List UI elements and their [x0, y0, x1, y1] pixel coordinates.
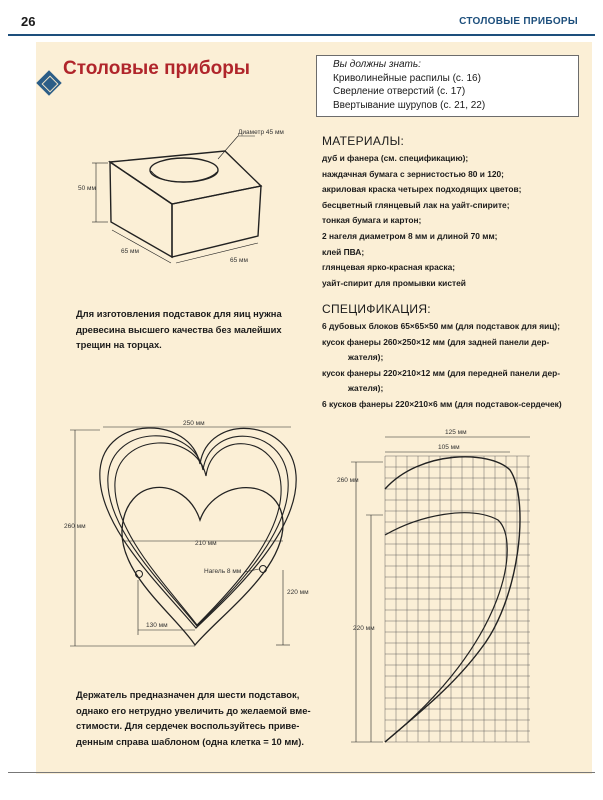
material-item: акриловая краска четырех подходящих цветов; — [322, 184, 522, 195]
template-height-outer-label: 260 мм — [337, 477, 359, 484]
material-item: наждачная бумага с зернистостью 80 и 120; — [322, 168, 504, 179]
block-diameter-label: Диаметр 45 мм — [238, 129, 284, 136]
prerequisites-title: Вы должны знать: — [333, 59, 421, 70]
material-item: уайт-спирит для промывки кистей — [322, 277, 466, 288]
holder-caption-line: стимости. Для сердечек воспользуйтесь приве- — [76, 720, 300, 731]
egg-cup-block-drawing — [92, 136, 261, 263]
spec-line: кусок фанеры 220×210×12 мм (для передней панели дер- — [322, 367, 561, 378]
block-caption-line: древесина высшего качества без малейших — [76, 323, 282, 335]
footer-rule — [8, 772, 595, 773]
template-grid — [385, 456, 530, 742]
material-item: клей ПВА; — [322, 246, 365, 257]
block-caption-line: трещин на торцах. — [76, 339, 162, 350]
holder-caption-line: Держатель предназначен для шести подставок, — [76, 689, 300, 700]
heart-height-left-label: 260 мм — [64, 523, 86, 530]
template-width-top-label: 125 мм — [445, 429, 467, 436]
spec-line: кусок фанеры 260×250×12 мм (для задней панели дер- — [322, 336, 550, 347]
prerequisite-item: Криволинейные распилы (с. 16) — [333, 72, 481, 84]
holder-caption-line: однако его нетрудно увеличить до желаемой вме- — [76, 704, 311, 716]
heart-bottom-label: 130 мм — [146, 622, 168, 629]
spec-line: жателя); — [348, 352, 384, 363]
spec-line: 6 дубовых блоков 65×65×50 мм (для подставок для яиц); — [322, 321, 560, 331]
heart-height-right-label: 220 мм — [287, 589, 309, 596]
template-height-inner-label: 220 мм — [353, 625, 375, 632]
block-caption-line: Для изготовления подставок для яиц нужна — [76, 308, 282, 319]
template-width-inner-label: 105 мм — [438, 444, 460, 451]
material-item: глянцевая ярко-красная краска; — [322, 262, 456, 273]
spec-line: жателя); — [348, 383, 384, 394]
prerequisite-item: Ввертывание шурупов (с. 21, 22) — [333, 99, 486, 111]
material-item: тонкая бумага и картон; — [322, 215, 422, 226]
material-item: дуб и фанера (см. спецификацию); — [322, 153, 469, 163]
block-height-label: 50 мм — [78, 185, 96, 192]
running-head: СТОЛОВЫЕ ПРИБОРЫ — [459, 16, 578, 27]
specification-heading: СПЕЦИФИКАЦИЯ: — [322, 302, 431, 316]
heart-width-top-label: 250 мм — [183, 420, 205, 427]
material-item: бесцветный глянцевый лак на уайт-спирите; — [322, 199, 510, 210]
page-number: 26 — [21, 14, 36, 29]
spec-line: 6 кусков фанеры 220×210×6 мм (для подставок-сердечек) — [322, 398, 562, 409]
heart-holder-drawing — [70, 427, 296, 646]
holder-caption-line: денным справа шаблоном (одна клетка = 10 мм). — [76, 735, 304, 747]
block-width-label: 65 мм — [230, 257, 248, 264]
material-item: 2 нагеля диаметром 8 мм и длиной 70 мм; — [322, 230, 498, 241]
heart-dowel-label: Нагель 8 мм — [204, 568, 242, 575]
block-depth-label: 65 мм — [121, 248, 139, 255]
materials-heading: МАТЕРИАЛЫ: — [322, 134, 405, 148]
page-title: Столовые приборы — [63, 58, 251, 79]
heart-width-mid-label: 210 мм — [195, 540, 217, 547]
prerequisite-item: Сверление отверстий (с. 17) — [333, 86, 466, 97]
template-drawing — [351, 437, 530, 742]
